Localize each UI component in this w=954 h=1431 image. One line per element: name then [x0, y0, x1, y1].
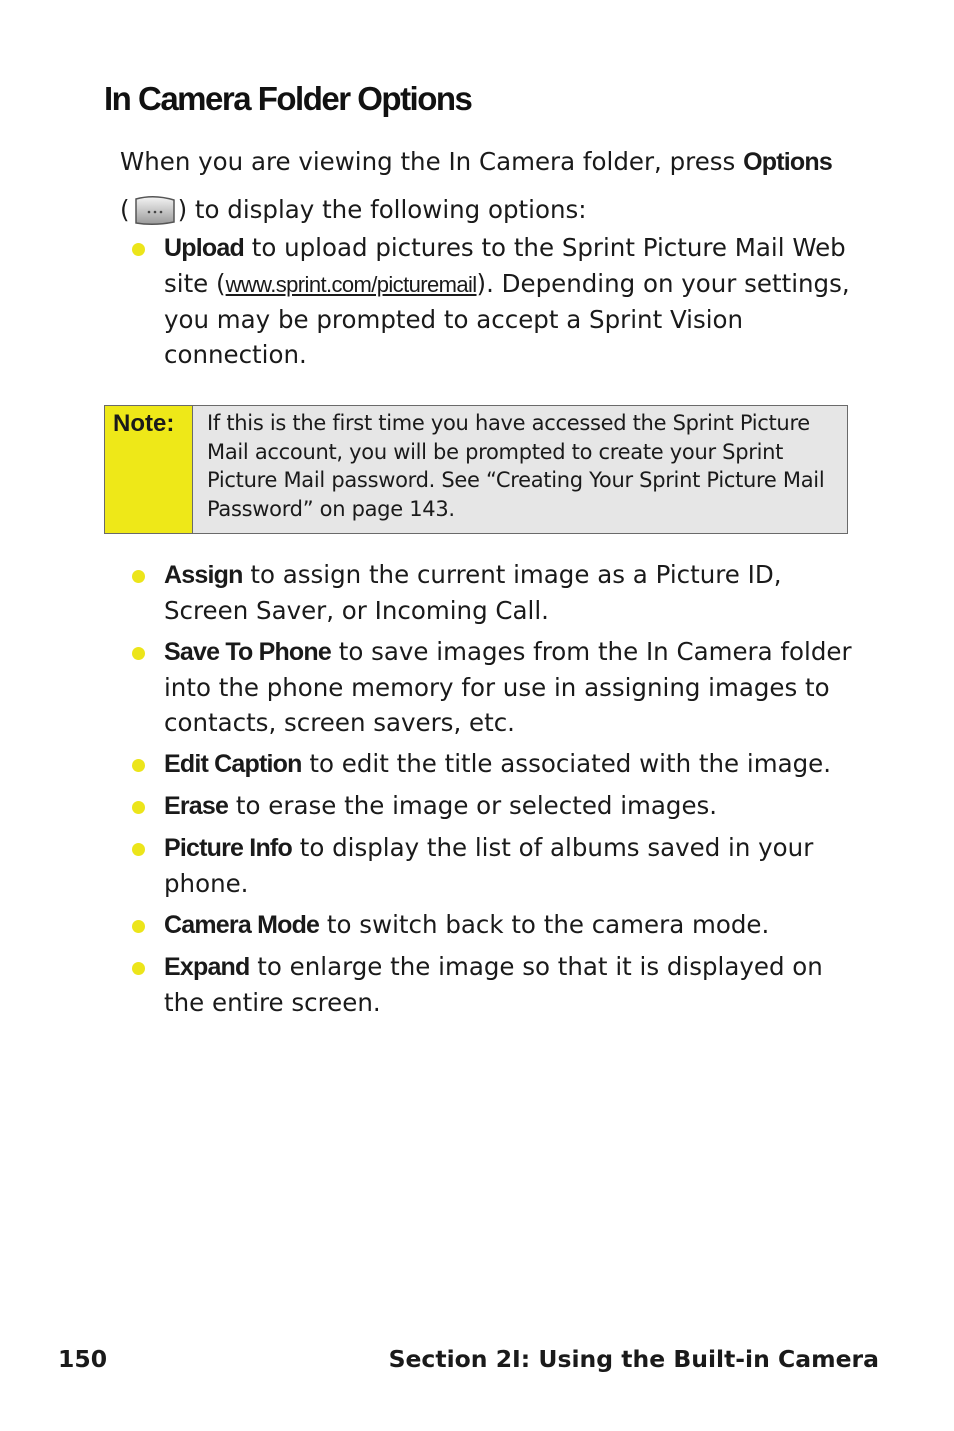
option-text: to edit the title associated with the image. [301, 749, 831, 778]
option-text: to assign the current image as a Picture ID, Screen Saver, or Incoming Call. [164, 560, 782, 625]
option-label: Expand [164, 953, 250, 981]
list-item [128, 949, 863, 1020]
bullet-icon [132, 243, 145, 256]
intro-paragraph [120, 138, 880, 233]
option-label: Edit Caption [164, 750, 302, 778]
option-text: ). Depending on your settings, you may be prompted to accept a Sprint Vision connection. [164, 269, 850, 369]
list-item [128, 830, 863, 901]
option-text: to switch back to the camera mode. [319, 910, 770, 939]
bullet-icon [132, 962, 145, 975]
option-text: to save images from the In Camera folder into the phone memory for use in assigning images to contacts, screen savers, etc. [164, 637, 852, 737]
options-label: Options [743, 148, 832, 176]
option-label: Upload [164, 234, 244, 262]
option-label: Camera Mode [164, 911, 320, 939]
option-label: Assign [164, 561, 243, 589]
list-item [128, 788, 863, 824]
bullet-icon [132, 801, 145, 814]
option-list [128, 557, 863, 1026]
page-number: 150 [58, 1345, 108, 1373]
bullet-icon [132, 570, 145, 583]
options-softkey-icon [130, 195, 178, 227]
list-item [128, 230, 863, 372]
option-text: to erase the image or selected images. [228, 791, 718, 820]
option-label: Erase [164, 792, 229, 820]
option-label: Save To Phone [164, 638, 331, 666]
option-text: to upload pictures to the Sprint Picture Mail Web site ( [164, 233, 846, 298]
list-item [128, 634, 863, 740]
list-item [128, 746, 863, 782]
list-item [128, 557, 863, 628]
section-title: Section 2I: Using the Built-in Camera [388, 1345, 879, 1373]
option-text: to enlarge the image so that it is displayed on the entire screen. [164, 952, 823, 1017]
picturemail-link[interactable]: www.sprint.com/picturemail [225, 272, 477, 297]
paren-close-text: ) to display the following options: [177, 195, 587, 224]
paren-open: ( [120, 195, 130, 224]
intro-text: When you are viewing the In Camera folder, press [120, 147, 744, 176]
option-text: to display the list of albums saved in your phone. [164, 833, 814, 898]
bullet-icon [132, 647, 145, 660]
note-text: If this is the first time you have accessed the Sprint Picture Mail account, you will be prompted to create your Sprint Picture Mail password. See “Creating Your Sprint Picture Mail Password” on page 143. [193, 406, 847, 533]
note-box [104, 405, 848, 534]
option-label: Picture Info [164, 834, 292, 862]
option-list-top [128, 230, 863, 378]
bullet-icon [132, 843, 145, 856]
page-title: In Camera Folder Options [104, 80, 472, 117]
list-item [128, 907, 863, 943]
bullet-icon [132, 920, 145, 933]
note-label: Note: [105, 406, 193, 533]
bullet-icon [132, 759, 145, 772]
